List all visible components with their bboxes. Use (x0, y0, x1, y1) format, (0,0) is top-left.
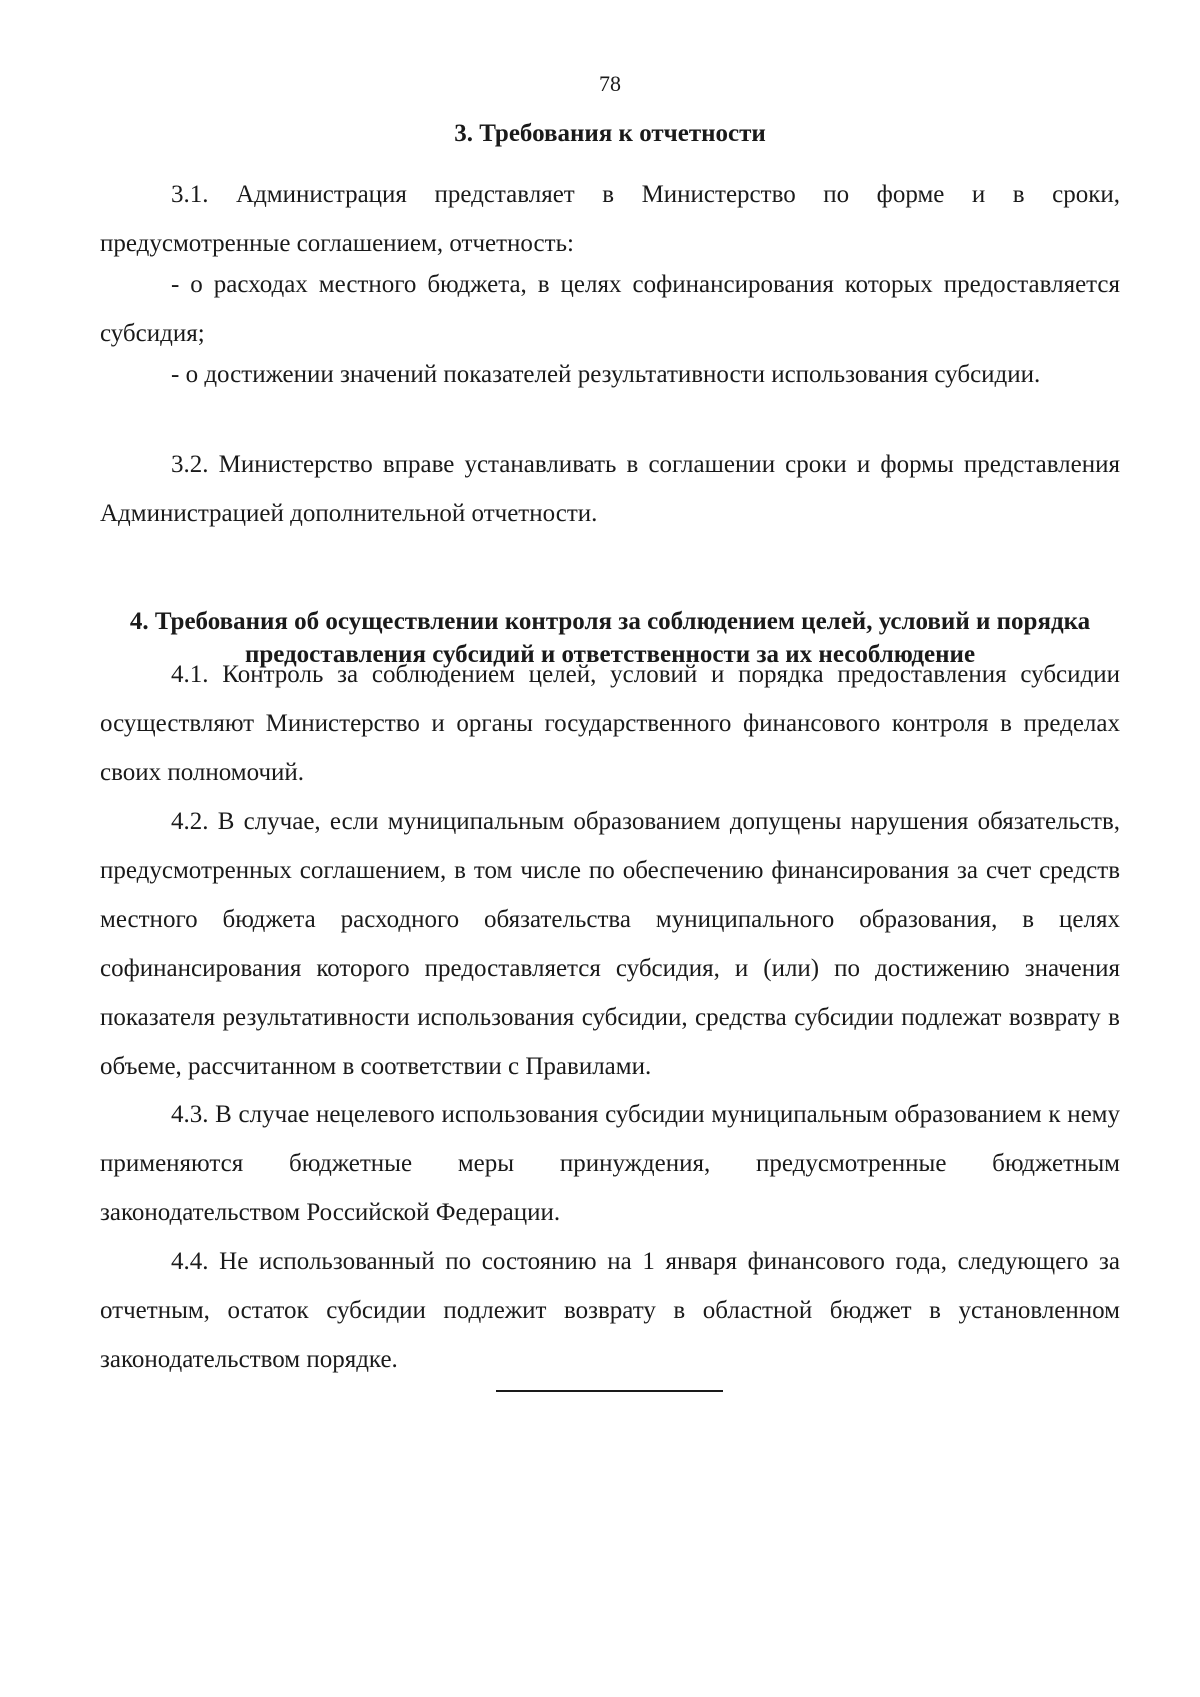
document-page (100, 0, 1120, 1697)
end-of-document-rule (496, 1390, 723, 1392)
page-number: 78 (599, 71, 621, 96)
paragraph-4-2: 4.2. В случае, если муниципальным образованием допущены нарушения обязательств, предусмотренных соглашением, в том числе по обеспечению финансирования за счет средств местного бюджета расходного обязательства муниципального образования, в целях софинансирования которого предоставляется субсидия, и (или) по достижению значения показателя результативности использования субсидии, средства субсидии подлежат возврату в объеме, рассчитанном в соответствии с Правилами. (100, 808, 1120, 1080)
section-4-heading: 4. Требования об осуществлении контроля за соблюдением целей, условий и порядка предоставления субсидий и ответственности за их несоблюдение (129, 608, 1091, 668)
paragraph-3-1: 3.1. Администрация представляет в Министерство по форме и в сроки, предусмотренные соглашением, отчетность: (100, 181, 1120, 257)
paragraph-3-1-item-expenses: - о расходах местного бюджета, в целях софинансирования которых предоставляется субсидия; (100, 271, 1120, 347)
paragraph-3-1-item-indicators: - о достижении значений показателей результативности использования субсидии. (171, 361, 1041, 388)
paragraph-4-3: 4.3. В случае нецелевого использования субсидии муниципальным образованием к нему применяются бюджетные меры принуждения, предусмотренные бюджетным законодательством Российской Федерации. (100, 1101, 1120, 1226)
section-3-heading: 3. Требования к отчетности (454, 120, 766, 147)
paragraph-3-2: 3.2. Министерство вправе устанавливать в соглашении сроки и формы представления Администрацией дополнительной отчетности. (100, 451, 1120, 527)
paragraph-4-1: 4.1. Контроль за соблюдением целей, условий и порядка предоставления субсидии осуществляют Министерство и органы государственного финансового контроля в пределах своих полномочий. (100, 661, 1120, 786)
paragraph-4-4: 4.4. Не использованный по состоянию на 1 января финансового года, следующего за отчетным, остаток субсидии подлежит возврату в областной бюджет в установленном законодательством порядке. (100, 1248, 1120, 1373)
